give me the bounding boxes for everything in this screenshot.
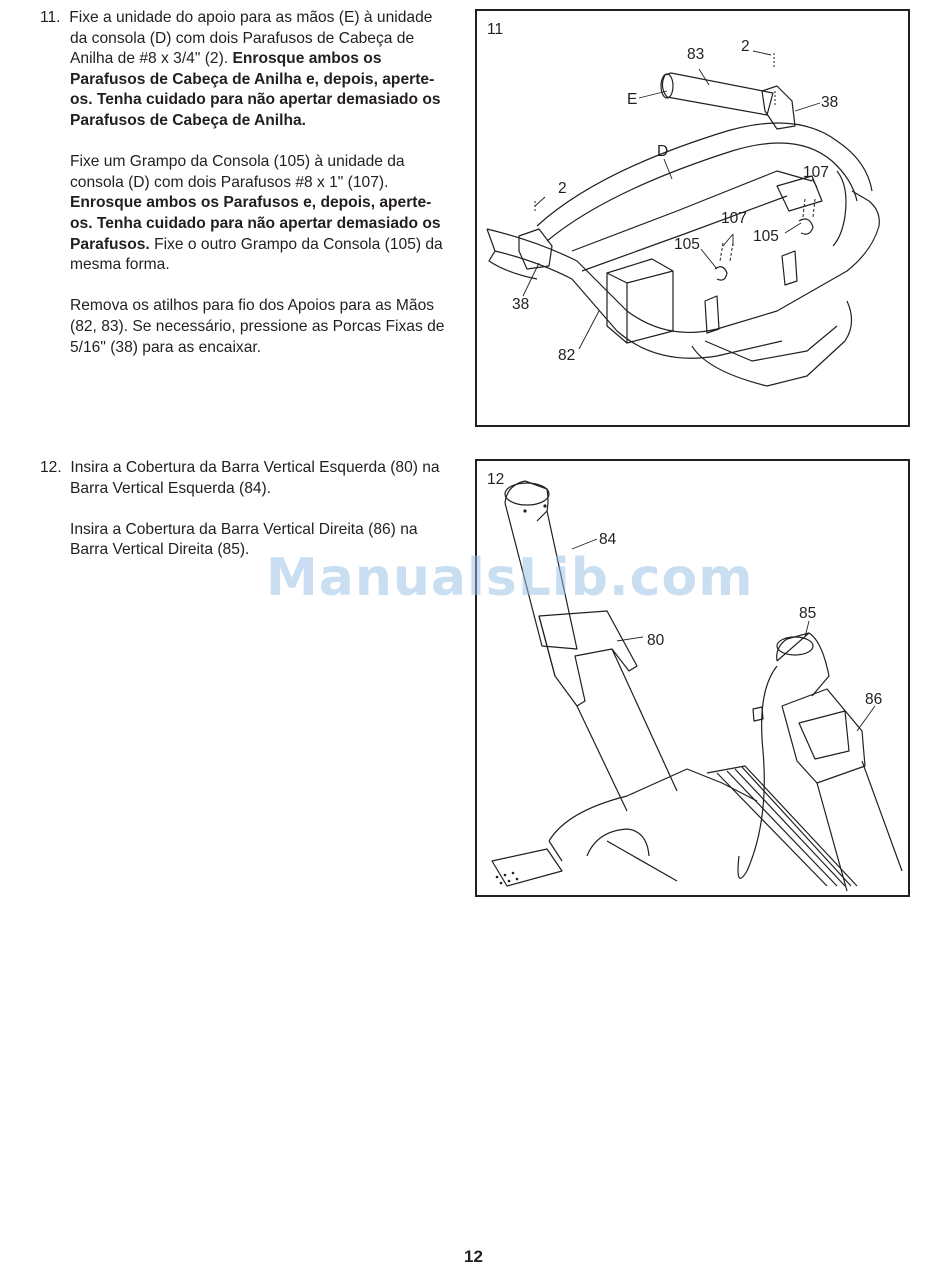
step-12-paragraph-1 — [40, 458, 448, 499]
callout-105-center: 105 — [674, 236, 700, 253]
callout-2-top: 2 — [741, 38, 750, 55]
figure-11-drawing — [477, 11, 910, 427]
callout-86: 86 — [865, 691, 883, 708]
callout-82: 82 — [558, 347, 576, 364]
step-11-instructions — [40, 8, 448, 379]
step-11-paragraph-3: Remova os atilhos para fio dos Apoios para as Mãos (82, 83). Se necessário, pressione as Porcas Fixas de 5/16" (38) para as encaixar. — [70, 297, 445, 356]
step-number: 12. — [40, 459, 62, 476]
callout-85: 85 — [799, 605, 817, 622]
step-warning: Enrosque ambos os Parafusos de Cabeça de Anilha e, depois, aperte-os. Tenha cuidado para não apertar demasiado os Parafusos de Cabeça de Anilha. — [70, 50, 441, 129]
step-12-paragraph-2: Insira a Cobertura da Barra Vertical Direita (86) na Barra Vertical Direita (85). — [70, 520, 418, 559]
callout-2-left: 2 — [558, 180, 567, 197]
step-warning: Enrosque ambos os Parafusos e, depois, aperte-os. Tenha cuidado para não apertar demasiado os Parafusos. — [70, 194, 441, 253]
callout-D: D — [657, 143, 669, 160]
figure-12-number: 12 — [487, 471, 505, 488]
callout-105-right: 105 — [753, 228, 779, 245]
step-number: 11. — [40, 9, 61, 26]
callout-107-right: 107 — [803, 164, 829, 181]
figure-11 — [475, 9, 910, 427]
step-text: Insira a Cobertura da Barra Vertical Esquerda (80) na Barra Vertical Esquerda (84). — [70, 459, 440, 497]
watermark: ManualsLib.com — [266, 548, 754, 608]
figure-11-number: 11 — [487, 21, 504, 38]
page-number: 12 — [464, 1247, 483, 1266]
step-text-tail: Fixe o outro Grampo da Consola (105) da mesma forma. — [70, 235, 443, 274]
step-11-paragraph-1 — [40, 8, 448, 132]
callout-38-right: 38 — [821, 94, 839, 111]
callout-38-left: 38 — [512, 296, 530, 313]
step-text: Fixe a unidade do apoio para as mãos (E) à unidade da consola (D) com dois Parafusos de Cabeça de Anilha de #8 x 3/4" (2). — [69, 9, 433, 68]
callout-80: 80 — [647, 632, 665, 649]
callout-107-center: 107 — [721, 210, 747, 227]
callout-E: E — [627, 91, 638, 108]
figure-12 — [475, 459, 910, 897]
step-text: Fixe um Grampo da Consola (105) à unidade da consola (D) com dois Parafusos #8 x 1" (107). — [70, 153, 405, 191]
callout-84: 84 — [599, 531, 617, 548]
callout-83: 83 — [687, 46, 705, 63]
figure-12-drawing — [477, 461, 910, 897]
step-11-paragraph-2 — [40, 152, 448, 276]
